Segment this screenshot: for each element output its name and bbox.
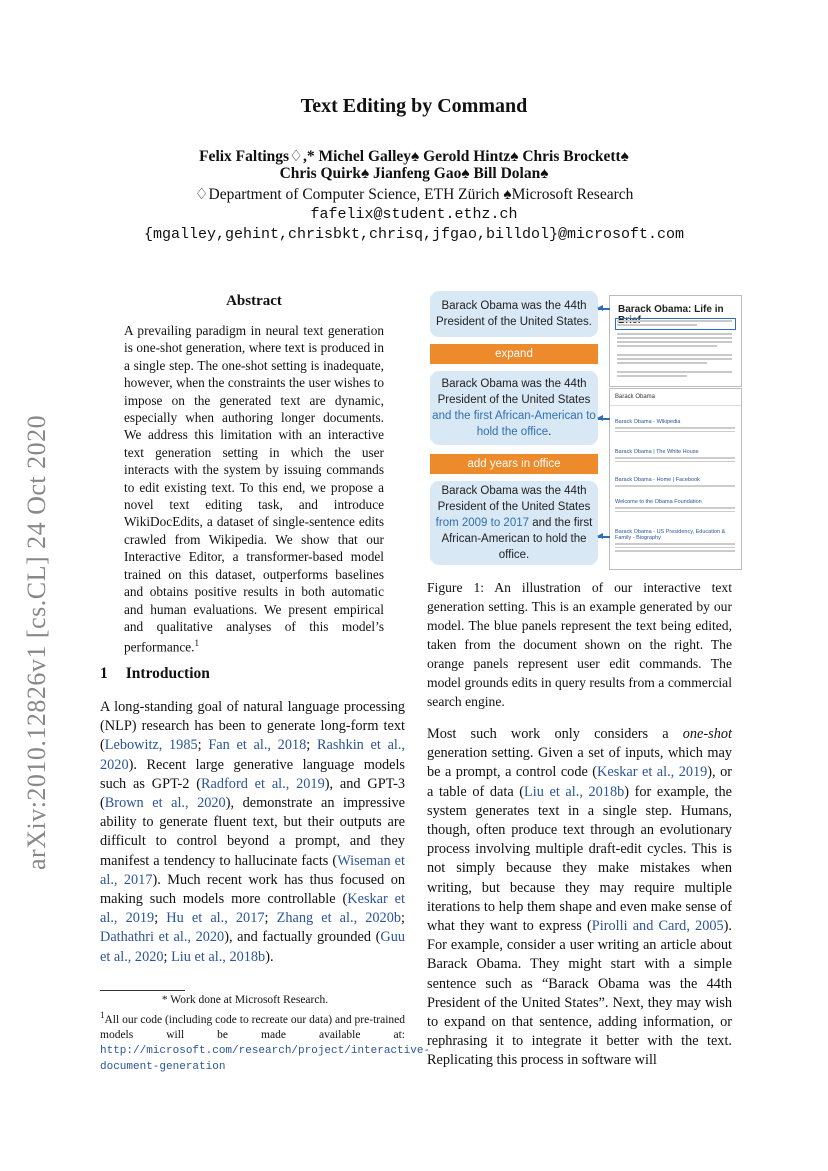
citation-link[interactable]: Dathathri et al., 2020	[100, 929, 225, 946]
search-result	[615, 449, 735, 462]
result-title: Welcome to the Obama Foundation	[615, 499, 702, 505]
document-title: Barack Obama: Life in	[618, 304, 724, 315]
arrow-icon	[598, 536, 610, 538]
paper-title: Text Editing by Command	[300, 95, 528, 117]
text-line	[615, 507, 735, 509]
text-line	[615, 543, 735, 545]
text-line	[615, 511, 735, 513]
search-query: Barack Obama	[615, 394, 656, 400]
text-line	[617, 358, 732, 360]
text-run: ). Recent large generative language models such as GPT-2 (	[100, 756, 405, 792]
figure-panel-original	[430, 291, 598, 337]
text-run: ;	[197, 737, 209, 754]
text-run: ). Much recent work has thus focused on making such models more controllable (	[100, 871, 405, 908]
text-run: ;	[163, 948, 172, 965]
arxiv-sidebar	[22, 380, 62, 880]
authors-line-1: Felix Faltings♢,* Michel Galley♠ Gerold Hintz♠ Chris Brockett♠	[199, 148, 629, 165]
result-title: Barack Obama - US Presidency, Education & Family - Biography	[615, 529, 726, 541]
text-line	[617, 375, 687, 377]
search-result	[615, 419, 735, 432]
panel-text: Barack Obama was the 44th President of the United States.	[436, 300, 592, 328]
figure-panel-final	[430, 481, 598, 565]
authors-line-2: Chris Quirk♠ Jianfeng Gao♠ Bill Dolan♠	[279, 165, 549, 182]
text-run: one-shot	[682, 726, 732, 742]
text-run: ). For example, consider a user writing an article about Barack Obama. They might start with a simple sentence such as “Barack Obama was the 44th President of the United States”. Next, they may wish to expand on that sentence, adding information, or rephrasing it to integrate it better with the text. Replicating this process in software will	[427, 918, 732, 1069]
abstract-heading: Abstract	[226, 293, 282, 309]
result-title: Barack Obama - Wikipedia	[615, 419, 681, 425]
panel-text: and the first African-American to hold the office.	[441, 517, 593, 561]
search-result	[615, 499, 735, 512]
text-line	[615, 550, 735, 552]
citation-link[interactable]: Keskar et al., 2019	[100, 891, 405, 927]
text-line	[617, 371, 732, 373]
text-line	[615, 457, 735, 459]
text-run: ;	[401, 910, 405, 927]
text-run: ), and factually grounded (	[224, 929, 381, 946]
text-run: ) for example, the system generates text in a single step. Humans, though, often produce text through an evolutionary process involving multiple draft-edit cycles. This is not simply because they make mistakes when writing, but because they may require multiple iterations to help them shape and even make sense of what they want to express (	[427, 783, 732, 935]
figure-command-expand: expand	[430, 344, 598, 364]
citation-link[interactable]: Keskar et al., 2019	[597, 764, 708, 781]
text-run: Most such work only considers a	[427, 726, 683, 742]
figure-document	[609, 295, 742, 387]
text-run: ;	[264, 910, 277, 927]
text-run: ;	[154, 910, 167, 927]
footnote-star: * Work done at Microsoft Research.	[161, 994, 329, 1006]
email-1: fafelix@student.ethz.ch	[310, 206, 518, 223]
affiliation: ♢Department of Computer Science, ETH Zürich ♠Microsoft Research	[194, 186, 634, 203]
search-divider	[610, 405, 741, 406]
text-line	[615, 431, 735, 433]
panel-added-text: and the first African-American to hold the office	[432, 410, 596, 438]
citation-link[interactable]: Hu et al., 2017	[166, 910, 265, 927]
text-line	[615, 547, 735, 549]
citation-link[interactable]: Brown et al., 2020	[104, 795, 226, 812]
text-line	[617, 354, 732, 356]
text-line	[617, 345, 717, 347]
text-line	[615, 461, 735, 463]
footnote-url[interactable]: http://microsoft.com/research/project/interactive-document-generation	[100, 1044, 431, 1073]
citation-link[interactable]: Liu et al., 2018b	[171, 948, 266, 965]
footnote-rule	[100, 990, 185, 991]
text-run: ;	[306, 737, 317, 754]
section-heading	[100, 665, 210, 683]
citation-link[interactable]: Pirolli and Card, 2005	[591, 918, 724, 935]
section-number: 1	[100, 665, 108, 682]
footnote-1	[100, 1008, 431, 1075]
text-line	[617, 362, 707, 364]
text-line	[617, 333, 732, 335]
citation-link[interactable]: Wiseman et al., 2017	[100, 852, 405, 888]
search-result	[615, 529, 735, 552]
citation-link[interactable]: Guu et al., 2020	[100, 929, 406, 965]
text-line	[615, 427, 735, 429]
figure-command-years: add years in office	[430, 454, 598, 474]
panel-text: .	[548, 426, 552, 438]
text-run: A long-standing goal of natural language processing (NLP) research has been to generate long-form text (	[100, 699, 405, 754]
text-run: ), or a table of data (	[427, 764, 732, 800]
footnote-text: All our code (including code to recreate our data) and pre-trained models will be made available at:	[100, 1013, 405, 1041]
panel-text: Barack Obama was the 44th President of the United States	[437, 378, 591, 406]
search-result	[615, 477, 735, 487]
citation-link[interactable]: Radford et al., 2019	[201, 775, 325, 792]
citation-link[interactable]: Fan et al., 2018	[208, 737, 307, 754]
citation-link[interactable]: Liu et al., 2018b	[524, 783, 625, 800]
abstract-body: A prevailing paradigm in neural text generation is one-shot generation, where text is produced in a single step. The one-shot setting is inadequate, however, when the constraints the user wishes to impose on the generated text are dynamic, especially when authoring longer documents. We address this limitation with an interactive text generation setting in which the user interacts with the system by issuing commands to edit existing text. To this end, we propose a novel text editing task, and introduce WikiDocEdits, a dataset of single-sentence edits crawled from Wikipedia. We show that our Interactive Editor, a transformer-based model trained on this dataset, outperforms baselines and obtains positive results in both automatic and human evaluations. We present empirical and qualitative analyses of this model’s performance.	[124, 323, 384, 655]
text-run: ), demonstrate an impressive ability to generate fluent text, but their outputs are difficult to control beyond a prompt, and they manifest a tendency to hallucinate facts (	[100, 795, 405, 869]
text-line	[617, 320, 732, 322]
figure-search-results	[609, 388, 742, 570]
text-line	[617, 324, 697, 326]
result-title: Barack Obama | The White House	[615, 449, 699, 455]
figure-caption: Figure 1: An illustration of our interactive text generation setting. This is an example generated by our model. The blue panels represent the text being edited, taken from the document shown on the right. The orange panels represent user edit commands. The model grounds edits in query results from a commercial search engine.	[427, 580, 732, 709]
intro-paragraph	[100, 698, 405, 967]
text-run: ), and GPT-3 (	[100, 775, 405, 812]
text-line	[617, 337, 732, 339]
email-2: {mgalley,gehint,chrisbkt,chrisq,jfgao,billdol}@microsoft.com	[143, 226, 685, 243]
section-title: Introduction	[125, 665, 210, 682]
right-paragraph	[427, 725, 732, 1071]
result-title: Barack Obama - Home | Facebook	[615, 477, 700, 483]
text-run: ).	[265, 948, 274, 965]
panel-text: Barack Obama was the 44th President of the United States	[437, 485, 591, 513]
footnote-mark: 1	[100, 1010, 105, 1020]
arrow-icon	[598, 308, 610, 310]
footnote-ref: 1	[194, 638, 200, 649]
citation-link[interactable]: Lebowitz, 1985	[104, 737, 198, 754]
text-line	[615, 485, 735, 487]
text-line	[617, 341, 732, 343]
abstract-text	[124, 322, 384, 656]
figure-panel-expanded	[430, 371, 598, 445]
citation-link[interactable]: Rashkin et al., 2020	[100, 737, 406, 773]
panel-added-text: from 2009 to 2017	[435, 517, 530, 529]
text-run: generation setting. Given a set of inputs, which may be a prompt, a control code (	[427, 745, 732, 781]
citation-link[interactable]: Zhang et al., 2020b	[276, 910, 402, 927]
arrow-icon	[598, 418, 610, 420]
arxiv-id: arXiv:2010.12826v1 [cs.CL] 24 Oct 2020	[22, 414, 51, 870]
